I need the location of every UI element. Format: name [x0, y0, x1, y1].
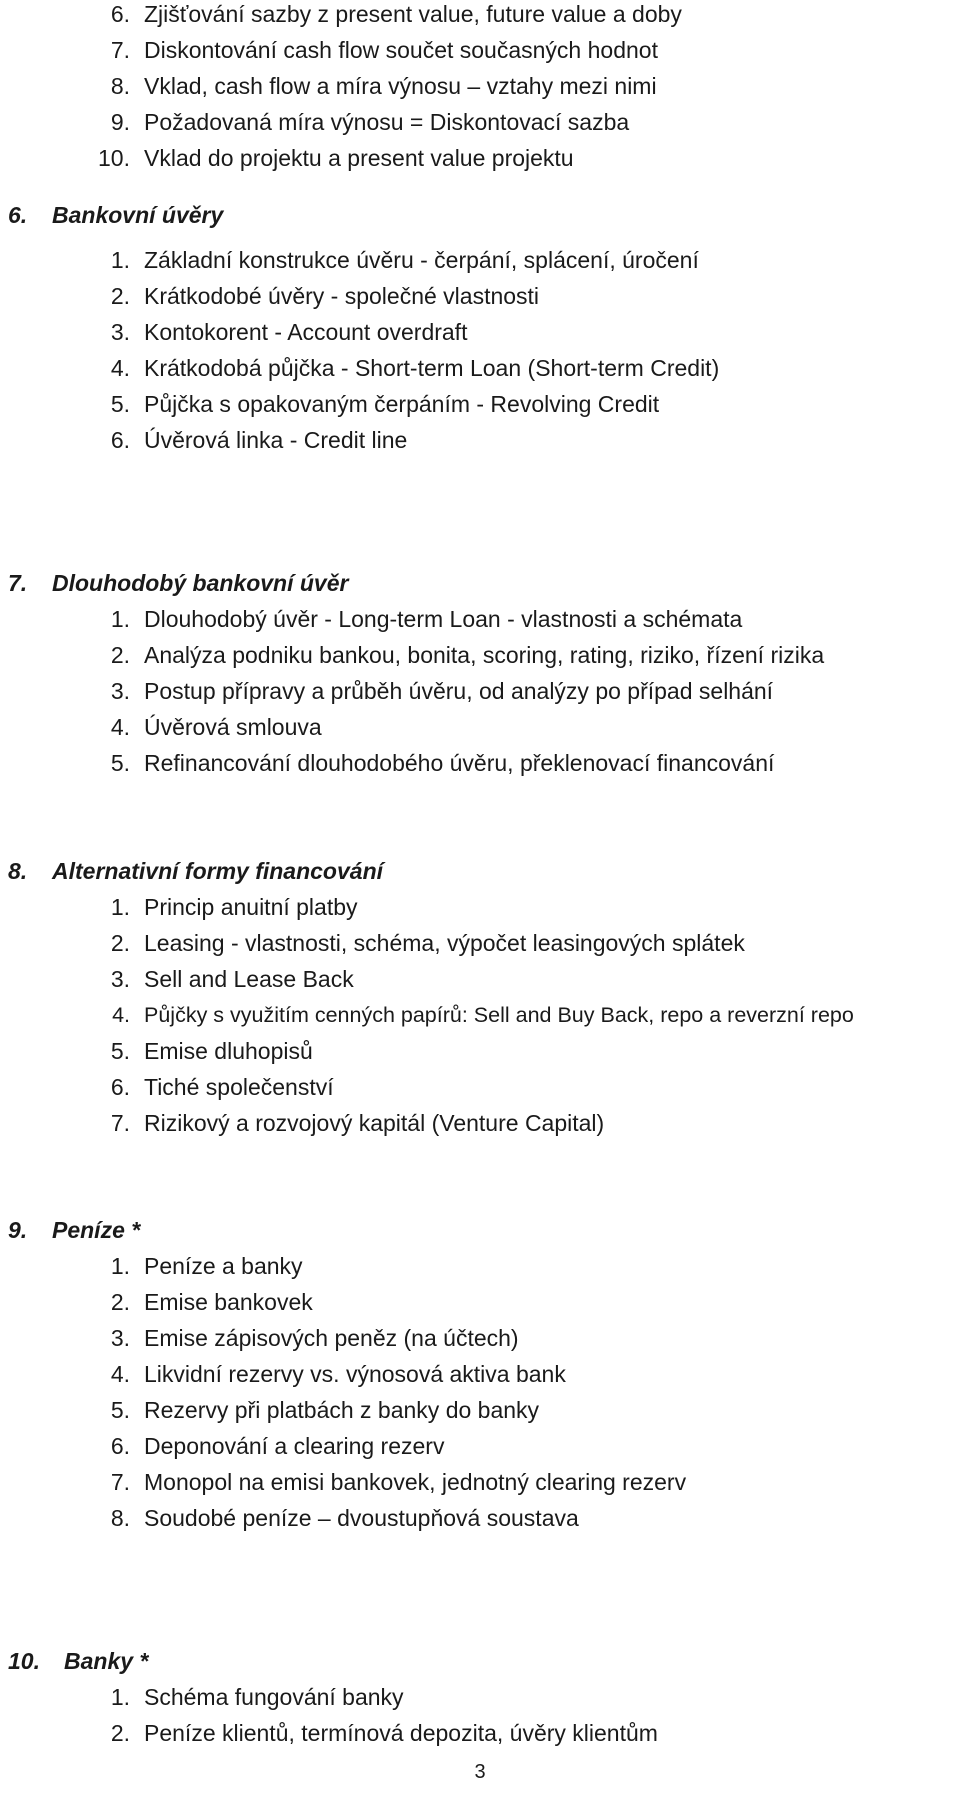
item-text: Úvěrová smlouva — [144, 714, 322, 740]
list-item — [0, 1679, 960, 1715]
section-number: 8. — [8, 858, 28, 884]
top-list — [0, 0, 960, 176]
item-text: Schéma fungování banky — [144, 1684, 404, 1710]
item-number: 4. — [110, 355, 130, 381]
section-number: 9. — [8, 1217, 28, 1243]
item-number: 2. — [110, 642, 130, 668]
list-item — [0, 32, 960, 68]
list-item — [0, 637, 960, 673]
section-title: Peníze * — [52, 1217, 141, 1243]
item-text: Emise dluhopisů — [144, 1038, 313, 1064]
item-number: 4. — [110, 1361, 130, 1387]
item-number: 3. — [110, 966, 130, 992]
section-title: Banky * — [64, 1648, 149, 1674]
section-bankovni-uvery — [0, 197, 960, 458]
item-number: 2. — [110, 1720, 130, 1746]
section-title: Bankovní úvěry — [52, 202, 224, 228]
list-item — [0, 601, 960, 637]
item-text: Půjčky s využitím cenných papírů: Sell and Buy Back, repo a reverzní repo — [144, 1003, 854, 1027]
list-item — [0, 1033, 960, 1069]
item-text: Soudobé peníze – dvoustupňová soustava — [144, 1505, 579, 1531]
item-number: 6. — [110, 1074, 130, 1100]
list-item — [0, 709, 960, 745]
item-number: 6. — [110, 427, 130, 453]
item-number: 5. — [110, 1038, 130, 1064]
item-text: Půjčka s opakovaným čerpáním - Revolving Credit — [144, 391, 660, 417]
item-number: 1. — [110, 1253, 130, 1279]
list-item — [0, 961, 960, 997]
list-item — [0, 745, 960, 781]
list-item — [0, 1715, 960, 1751]
section-dlouhodoby-bankovni-uver — [0, 565, 960, 781]
item-number: 2. — [110, 930, 130, 956]
item-number: 7. — [110, 37, 130, 63]
list-item — [0, 1284, 960, 1320]
section-title: Dlouhodobý bankovní úvěr — [52, 570, 349, 596]
item-number: 5. — [110, 750, 130, 776]
item-text: Požadovaná míra výnosu = Diskontovací sazba — [144, 109, 630, 135]
list-item — [0, 889, 960, 925]
list-item — [0, 1320, 960, 1356]
section-heading — [0, 197, 960, 233]
section-heading — [0, 1643, 960, 1679]
list-item — [0, 1464, 960, 1500]
item-text: Leasing - vlastnosti, schéma, výpočet leasingových splátek — [144, 930, 745, 956]
item-text: Úvěrová linka - Credit line — [144, 427, 408, 453]
item-text: Diskontování cash flow součet současných hodnot — [144, 37, 658, 63]
list-item — [0, 140, 960, 176]
item-text: Monopol na emisi bankovek, jednotný clearing rezerv — [144, 1469, 687, 1495]
list-item — [0, 1069, 960, 1105]
item-text: Princip anuitní platby — [144, 894, 358, 920]
item-number: 6. — [110, 1, 130, 27]
item-number: 5. — [110, 1397, 130, 1423]
item-text: Krátkodobé úvěry - společné vlastnosti — [144, 283, 540, 309]
section-heading — [0, 565, 960, 601]
item-number: 4. — [110, 714, 130, 740]
item-text: Peníze a banky — [144, 1253, 303, 1279]
section-number: 6. — [8, 202, 28, 228]
list-item — [0, 314, 960, 350]
item-number: 6. — [110, 1433, 130, 1459]
item-number: 1. — [110, 1684, 130, 1710]
list-item — [0, 1105, 960, 1141]
item-text: Rizikový a rozvojový kapitál (Venture Capital) — [144, 1110, 605, 1136]
section-alternativni-formy-financovani — [0, 853, 960, 1141]
section-number: 10. — [8, 1648, 40, 1674]
list-item — [0, 422, 960, 458]
item-text: Vklad do projektu a present value projektu — [144, 145, 574, 171]
item-number: 7. — [110, 1110, 130, 1136]
list-item — [0, 0, 960, 32]
item-text: Tiché společenství — [144, 1074, 334, 1100]
list-item — [0, 1428, 960, 1464]
section-heading — [0, 853, 960, 889]
item-number: 3. — [110, 678, 130, 704]
item-text: Rezervy při platbách z banky do banky — [144, 1397, 540, 1423]
list-item — [0, 1356, 960, 1392]
section-number: 7. — [8, 570, 28, 596]
list-item — [0, 925, 960, 961]
item-number: 2. — [110, 283, 130, 309]
item-number: 2. — [110, 1289, 130, 1315]
item-text: Vklad, cash flow a míra výnosu – vztahy mezi nimi — [144, 73, 657, 99]
list-item — [0, 673, 960, 709]
item-text: Deponování a clearing rezerv — [144, 1433, 445, 1459]
list-item — [0, 104, 960, 140]
item-number: 5. — [110, 391, 130, 417]
list-item — [0, 68, 960, 104]
item-number: 4. — [112, 1003, 130, 1027]
item-number: 3. — [110, 319, 130, 345]
item-number: 1. — [110, 606, 130, 632]
item-number: 1. — [110, 247, 130, 273]
item-text: Dlouhodobý úvěr - Long-term Loan - vlastnosti a schémata — [144, 606, 743, 632]
item-text: Sell and Lease Back — [144, 966, 354, 992]
section-title: Alternativní formy financování — [52, 858, 384, 884]
section-heading — [0, 1212, 960, 1248]
list-item — [0, 350, 960, 386]
item-text: Refinancování dlouhodobého úvěru, překlenovací financování — [144, 750, 775, 776]
item-number: 10. — [98, 145, 130, 171]
list-item — [0, 278, 960, 314]
item-number: 9. — [110, 109, 130, 135]
list-item — [0, 386, 960, 422]
list-item — [0, 1392, 960, 1428]
item-text: Likvidní rezervy vs. výnosová aktiva bank — [144, 1361, 566, 1387]
section-penize — [0, 1212, 960, 1536]
item-text: Základní konstrukce úvěru - čerpání, splácení, úročení — [144, 247, 699, 273]
list-item — [0, 1500, 960, 1536]
list-item — [0, 242, 960, 278]
item-number: 3. — [110, 1325, 130, 1351]
item-text: Emise bankovek — [144, 1289, 313, 1315]
item-text: Kontokorent - Account overdraft — [144, 319, 468, 345]
item-number: 1. — [110, 894, 130, 920]
item-number: 7. — [110, 1469, 130, 1495]
item-text: Peníze klientů, termínová depozita, úvěry klientům — [144, 1720, 658, 1746]
item-text: Zjišťování sazby z present value, future value a doby — [144, 1, 682, 27]
list-item — [0, 1248, 960, 1284]
item-text: Postup přípravy a průběh úvěru, od analýzy po případ selhání — [144, 678, 774, 704]
item-number: 8. — [110, 73, 130, 99]
section-banky — [0, 1643, 960, 1751]
item-text: Emise zápisových peněz (na účtech) — [144, 1325, 519, 1351]
item-number: 8. — [110, 1505, 130, 1531]
page-number: 3 — [474, 1761, 486, 1783]
item-text: Analýza podniku bankou, bonita, scoring, rating, riziko, řízení rizika — [144, 642, 825, 668]
item-text: Krátkodobá půjčka - Short-term Loan (Short-term Credit) — [144, 355, 720, 381]
list-item — [0, 997, 960, 1033]
